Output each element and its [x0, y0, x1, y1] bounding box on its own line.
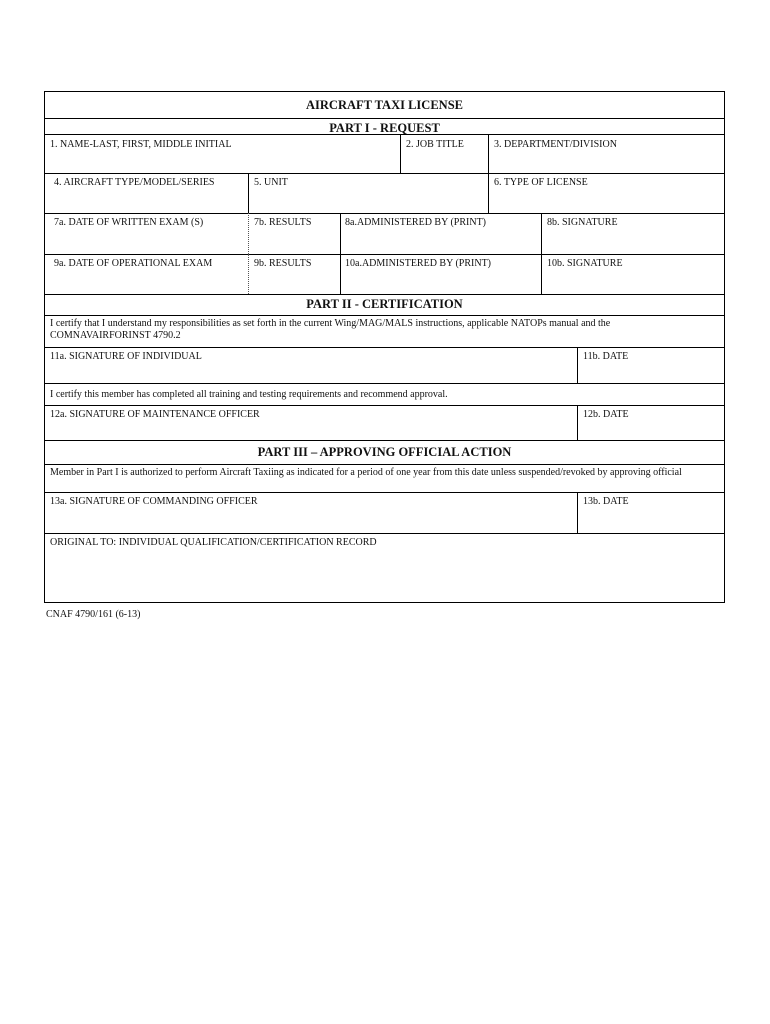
field-6-type-of-license-label: 6. TYPE OF LICENSE [494, 177, 588, 188]
field-10b-signature-label: 10b. SIGNATURE [547, 258, 623, 269]
divider [541, 213, 542, 254]
field-8b-signature-label: 8b. SIGNATURE [547, 217, 618, 228]
divider [340, 213, 341, 254]
divider [248, 213, 249, 254]
divider [45, 118, 724, 119]
divider [45, 440, 724, 441]
divider [340, 254, 341, 294]
divider [400, 134, 401, 173]
part2-recommendation-statement: I certify this member has completed all training and testing requirements and recommend approval. [50, 389, 448, 400]
field-1-name-label: 1. NAME-LAST, FIRST, MIDDLE INITIAL [50, 139, 232, 150]
field-4-aircraft-type-label: 4. AIRCRAFT TYPE/MODEL/SERIES [54, 177, 215, 188]
divider [488, 173, 489, 213]
divider [577, 347, 578, 383]
field-9b-results-label: 9b. RESULTS [254, 258, 312, 269]
field-13a-commanding-officer-label: 13a. SIGNATURE OF COMMANDING OFFICER [50, 496, 258, 507]
part3-heading: PART III – APPROVING OFFICIAL ACTION [257, 445, 512, 459]
part2-heading: PART II - CERTIFICATION [306, 297, 463, 311]
divider [45, 492, 724, 493]
field-12a-maintenance-officer-label: 12a. SIGNATURE OF MAINTENANCE OFFICER [50, 409, 260, 420]
field-11a-signature-label: 11a. SIGNATURE OF INDIVIDUAL [50, 351, 202, 362]
divider [45, 213, 724, 214]
original-to-routing-label: ORIGINAL TO: INDIVIDUAL QUALIFICATION/CERTIFICATION RECORD [50, 537, 377, 548]
divider [577, 492, 578, 533]
part1-heading: PART I - REQUEST [329, 121, 440, 135]
divider [248, 254, 249, 294]
divider [45, 294, 724, 295]
divider [541, 254, 542, 294]
form-title: AIRCRAFT TAXI LICENSE [306, 98, 463, 112]
divider [45, 254, 724, 255]
divider [248, 173, 249, 213]
field-2-job-title-label: 2. JOB TITLE [406, 139, 464, 150]
divider [488, 134, 489, 173]
divider [577, 405, 578, 440]
divider [45, 173, 724, 174]
divider [45, 464, 724, 465]
field-7b-results-label: 7b. RESULTS [254, 217, 312, 228]
field-10a-administered-by-label: 10a.ADMINISTERED BY (PRINT) [345, 258, 492, 269]
divider [45, 315, 724, 316]
aircraft-taxi-license-form [44, 91, 725, 603]
divider [45, 533, 724, 534]
part2-certification-statement: I certify that I understand my responsibilities as set forth in the current Wing/MAG/MALS instructions, applicable NATOPs manual and the COMNAVAIRFORINST 4790.2 [50, 318, 611, 341]
field-3-department-label: 3. DEPARTMENT/DIVISION [494, 139, 617, 150]
field-13b-date-label: 13b. DATE [583, 496, 629, 507]
field-9a-operational-exam-label: 9a. DATE OF OPERATIONAL EXAM [54, 258, 213, 269]
divider [45, 134, 724, 135]
divider [45, 347, 724, 348]
field-11b-date-label: 11b. DATE [583, 351, 629, 362]
part3-authorization-statement: Member in Part I is authorized to perform Aircraft Taxiing as indicated for a period of one year from this date unless suspended/revoked by approving official [50, 467, 682, 478]
form-number: CNAF 4790/161 (6-13) [46, 609, 141, 620]
divider [45, 405, 724, 406]
field-5-unit-label: 5. UNIT [254, 177, 288, 188]
divider [45, 383, 724, 384]
field-7a-written-exam-label: 7a. DATE OF WRITTEN EXAM (S) [54, 217, 204, 228]
field-12b-date-label: 12b. DATE [583, 409, 629, 420]
field-8a-administered-by-label: 8a.ADMINISTERED BY (PRINT) [345, 217, 487, 228]
